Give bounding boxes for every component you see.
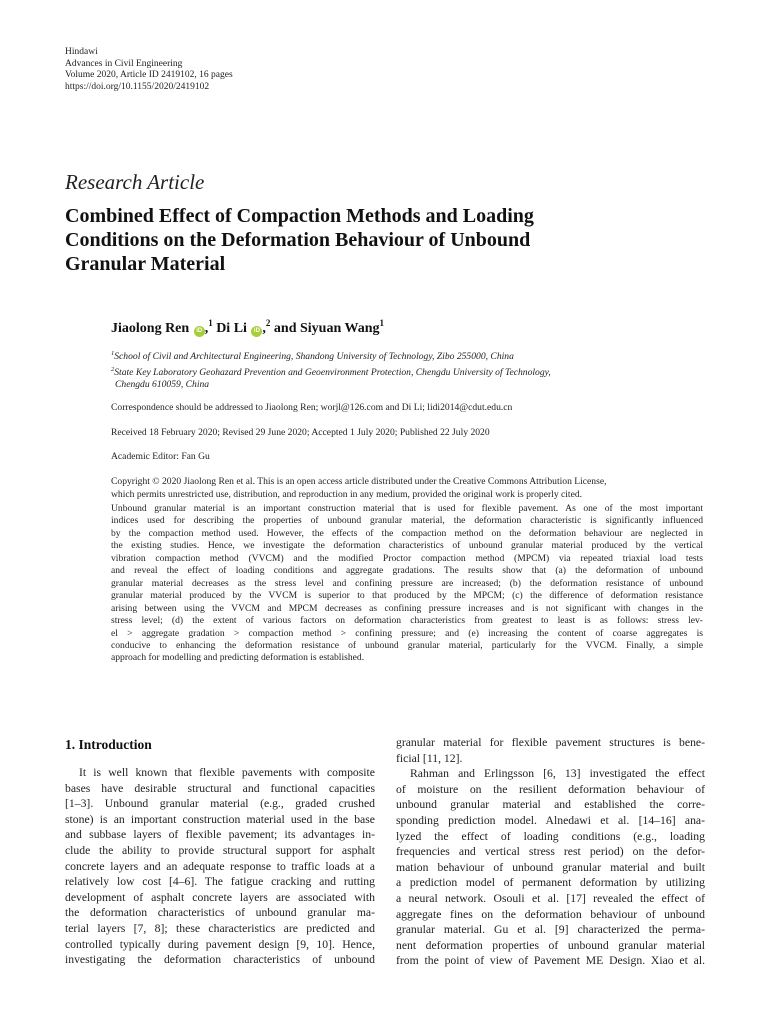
body-line: aggregate fines on the deformation behaviour of unbound (396, 907, 705, 921)
body-line: a neural network. Osouli et al. [17] revealed the effect of (396, 891, 705, 905)
abstract-line: approach for modelling and predicting deformation is established. (111, 652, 365, 664)
abstract-line: the existing studies. Hence, we investigate the deformation characteristics of unbound granular material produced by the vertical (111, 540, 703, 552)
body-line: from the point of view of Pavement ME Design. Xiao et al. (396, 954, 705, 968)
body-line: relatively low cost [4–6]. The fatigue cracking and rutting (65, 875, 375, 889)
affiliation-line (111, 348, 711, 364)
body-line: granular material. Gu et al. [9] characterized the perma- (396, 923, 705, 937)
body-line: mation behaviour of unbound granular material and built (396, 860, 705, 874)
author-list (111, 318, 384, 337)
affiliations (111, 348, 711, 392)
abstract-line: el > aggregate gradation > compaction method > confining pressure; and (e) increasing the content of coarse aggregates is (111, 627, 703, 639)
author-name: Di Li (216, 321, 247, 336)
body-line: stone) is an important construction material used in the base (65, 812, 375, 826)
body-line: the deformation characteristics of unbound granular ma- (65, 906, 375, 920)
affiliation-mark: 1 (208, 318, 213, 328)
abstract-line: granular material produced by the VVCM is superior to that produced by the MPCM; (c) the difference of deformation resistance (111, 590, 703, 602)
orcid-icon[interactable]: iD (194, 326, 205, 337)
body-line: [1–3]. Unbound granular material (e.g., graded crushed (65, 797, 375, 811)
volume-info: Volume 2020, Article ID 2419102, 16 pages (65, 70, 233, 80)
body-column-left (65, 765, 375, 968)
title-line: Conditions on the Deformation Behaviour of Unbound (65, 229, 531, 251)
abstract-line: indices used for describing the properties of unbound granular material, the deformation characteristic is significantly influenced (111, 515, 703, 527)
author-name: Jiaolong Ren (111, 321, 190, 336)
body-line: It is well known that flexible pavements with composite (79, 766, 375, 779)
journal-header (65, 47, 233, 93)
body-line: development of asphalt concrete layers are associated with (65, 890, 375, 904)
article-type: Research Article (65, 170, 205, 194)
abstract-line: stress level; (d) the extent of various factors on deformation characteristics from greatest to least is as follows: stress lev- (111, 615, 703, 627)
body-line: clude the ability to provide structural support for asphalt (65, 843, 375, 857)
affiliation-text: State Key Laboratory Geohazard Prevention and Geoenvironment Protection, Chengdu University of Technology, (114, 366, 551, 378)
copyright-line: which permits unrestricted use, distribution, and reproduction in any medium, provided the original work is properly cited. (111, 488, 583, 500)
affiliation-text: Chengdu 610059, China (115, 379, 210, 391)
abstract-line: arising between using the VVCM and MPCM decreases as confining pressure increases and is not significant with changes in the (111, 602, 703, 614)
author-separator: , (204, 321, 209, 336)
author-name: and Siyuan Wang (273, 321, 380, 336)
body-line: terial layers [7, 8]; these characteristics are predicted and (65, 921, 375, 935)
affiliation-line (111, 364, 711, 380)
journal-name: Advances in Civil Engineering (65, 58, 183, 69)
academic-editor: Academic Editor: Fan Gu (111, 451, 210, 462)
author-separator: , (262, 321, 266, 336)
title-line: Combined Effect of Compaction Methods and Loading (65, 205, 534, 227)
affiliation-text: School of Civil and Architectural Engineering, Shandong University of Technology, Zibo 255000, China (114, 351, 514, 362)
abstract-line: granular material decreases as the stress level and confining pressure are increased; (b) the deformation resistance of unbound (111, 577, 703, 589)
body-line: concrete layers and an adequate response to traffic loads at a (65, 859, 375, 873)
body-line: investigating the deformation characteristics of unbound (65, 953, 375, 967)
affiliation-mark: 1 (379, 318, 385, 328)
body-line: controlled typically during pavement design [9, 10]. Hence, (65, 937, 375, 951)
body-line: a prediction model of permanent deformation by utilizing (396, 876, 705, 890)
abstract (111, 503, 703, 665)
affiliation-mark: 2 (265, 318, 271, 328)
abstract-line: and reveal the effect of loading conditions and aggregate gradations. The results show that (a) the deformation of unbound (111, 565, 703, 577)
abstract-line: Unbound granular material is an important construction material that is used for flexible pavement. As one of the most important (111, 503, 703, 514)
body-column-right (396, 735, 705, 969)
publication-dates: Received 18 February 2020; Revised 29 June 2020; Accepted 1 July 2020; Published 22 July 2020 (111, 427, 490, 438)
copyright-line: Copyright © 2020 Jiaolong Ren et al. This is an open access article distributed under the Creative Commons Attribution License, (111, 476, 607, 487)
copyright-notice (111, 476, 706, 501)
body-line: sponding prediction model. Alnedawi et al. [14–16] ana- (396, 813, 705, 827)
body-line: lyzed the effect of loading conditions (e.g., loading (396, 829, 705, 843)
body-line: bases have desirable structural and functional capacities (65, 781, 375, 795)
correspondence: Correspondence should be addressed to Jiaolong Ren; worjl@126.com and Di Li; lidi2014@cdut.edu.cn (111, 402, 513, 413)
abstract-line: conducive to enhancing the deformation resistance of unbound granular material, particularly for the VVCM. Finally, a simple (111, 639, 703, 651)
title-line: Granular Material (65, 253, 226, 275)
body-line: of moisture on the resilient deformation behaviour of (396, 782, 705, 796)
body-line: unbound granular material and established the corre- (396, 798, 705, 812)
affiliation-mark: 1 (111, 350, 115, 357)
abstract-line: by the compaction method used. However, the effects of the compaction method on the deformation behaviour are neglected in (111, 527, 703, 539)
body-line: Rahman and Erlingsson [6, 13] investigated the effect (410, 767, 705, 781)
body-line: nent deformation properties of unbound granular material (396, 938, 705, 952)
body-line: and subbase layers of flexible pavement; its advantages in- (65, 828, 375, 842)
orcid-icon[interactable]: iD (251, 326, 262, 337)
doi-link[interactable]: https://doi.org/10.1155/2020/2419102 (65, 81, 210, 92)
body-line: frequencies and vertical stress rest period) on the defor- (396, 845, 705, 859)
affiliation-mark: 2 (111, 365, 115, 373)
affiliation-line (111, 379, 711, 392)
publisher-name: Hindawi (65, 47, 98, 57)
article-title (65, 204, 665, 276)
section-heading: 1. Introduction (65, 737, 152, 752)
abstract-line: vibration compaction method (VVCM) and the modified Proctor compaction method (MPCM) via repeated triaxial load tests (111, 552, 703, 564)
body-line: granular material for flexible pavement structures is bene- (396, 736, 705, 749)
body-line: ficial [11, 12]. (396, 751, 463, 765)
